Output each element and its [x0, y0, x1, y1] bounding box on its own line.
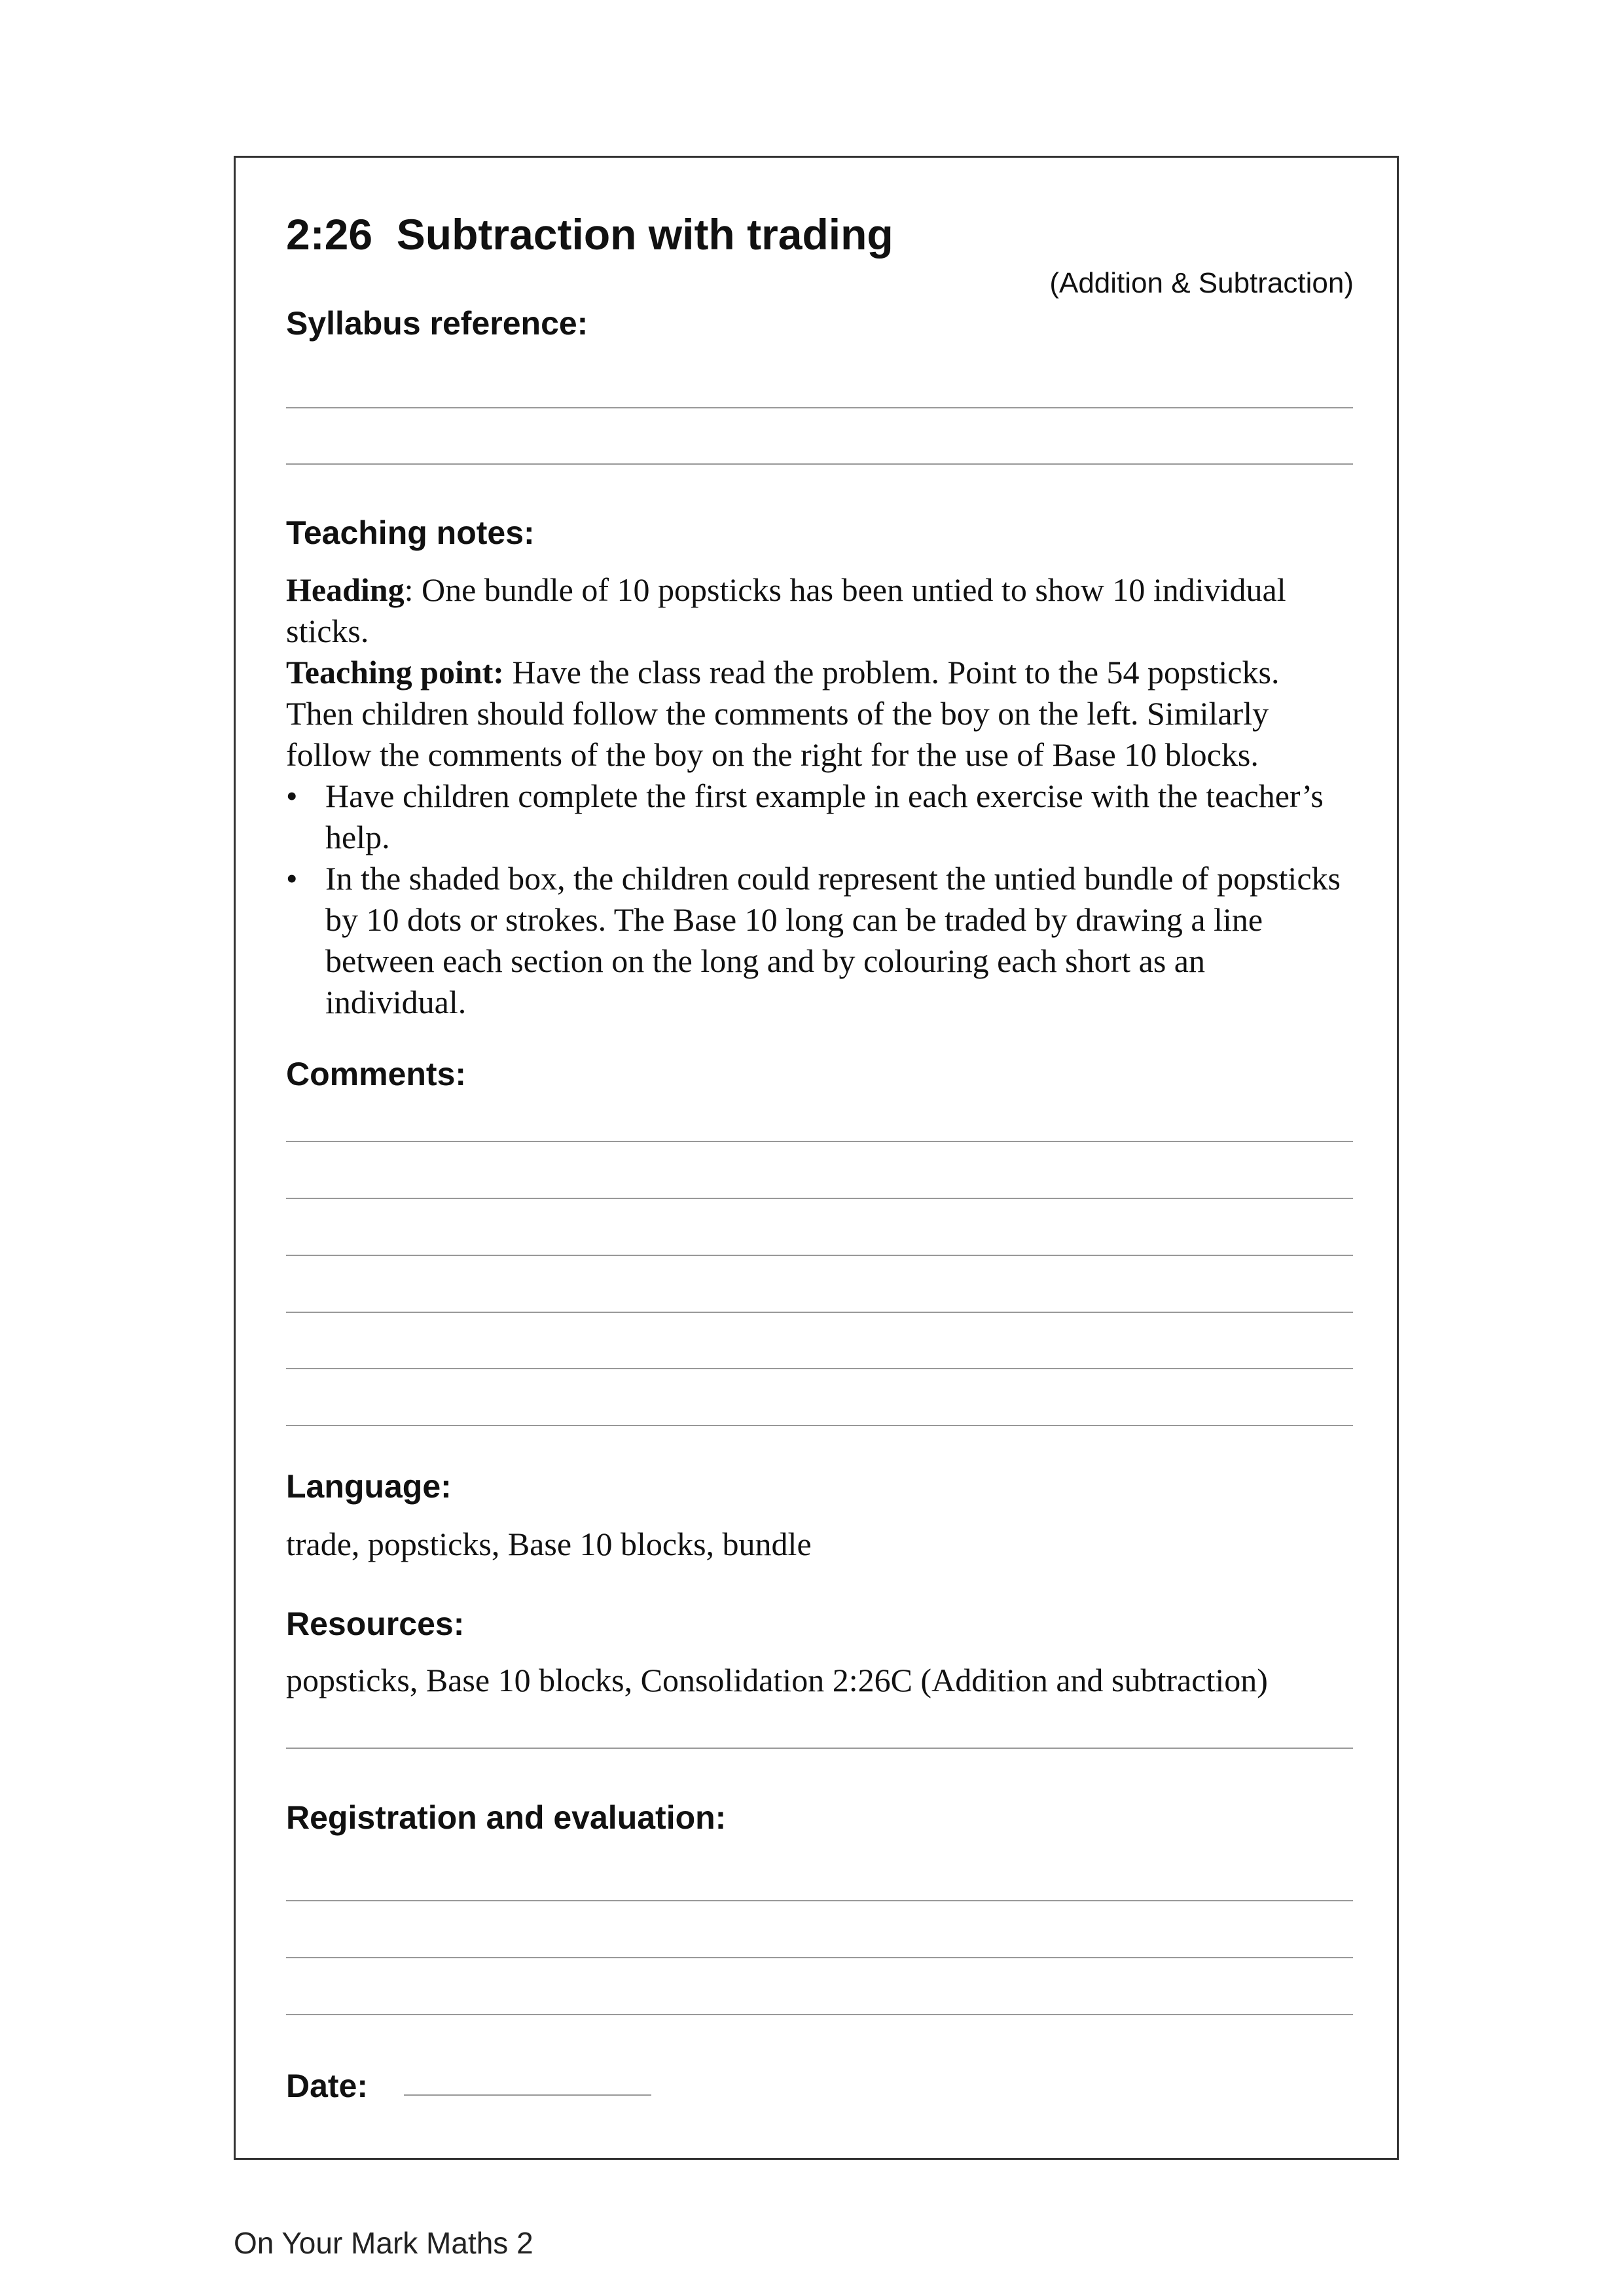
registration-line-2 — [286, 1957, 1353, 1958]
heading-note — [286, 569, 1353, 652]
comments-line-1 — [286, 1141, 1353, 1142]
comments-line-2 — [286, 1198, 1353, 1199]
teaching-notes-heading: Teaching notes: — [286, 514, 535, 551]
resources-text: popsticks, Base 10 blocks, Consolidation 2:26C (Addition and subtraction) — [286, 1662, 1268, 1698]
registration-line-3 — [286, 2014, 1353, 2015]
comments-line-5 — [286, 1368, 1353, 1369]
heading-note-text: : One bundle of 10 popsticks has been untied to show 10 individual sticks. — [286, 571, 1286, 649]
worksheet-frame — [234, 156, 1399, 2160]
comments-line-3 — [286, 1255, 1353, 1256]
language-heading: Language: — [286, 1468, 452, 1505]
teaching-point-text: Have the class read the problem. Point to the 54 popsticks. Then children should follow the comments of the boy on the left. Similarly follow the comments of the boy on the right for the use of Base 10 blocks. — [286, 654, 1280, 773]
syllabus-line-2 — [286, 463, 1353, 465]
bullet-item: • Have children complete the first example in each exercise with the teacher’s help. — [286, 776, 1353, 858]
heading-note-label: Heading — [286, 571, 405, 608]
footer-text: On Your Mark Maths 2 — [234, 2226, 533, 2260]
syllabus-line-1 — [286, 407, 1353, 408]
page-title: 2:26 Subtraction with trading — [286, 210, 893, 259]
resources-line — [286, 1748, 1353, 1749]
teaching-point-label: Teaching point: — [286, 654, 504, 691]
syllabus-heading: Syllabus reference: — [286, 305, 588, 342]
registration-heading: Registration and evaluation: — [286, 1799, 727, 1836]
comments-heading: Comments: — [286, 1056, 467, 1092]
category-label: (Addition & Subtraction) — [1049, 267, 1354, 299]
bullet-item: • In the shaded box, the children could represent the untied bundle of popsticks by 10 dots or strokes. The Base 10 long can be traded by drawing a line between each section on the long and by colouring each short as an individual. — [286, 858, 1353, 1023]
date-label: Date: — [286, 2068, 369, 2104]
date-line — [404, 2094, 651, 2096]
teaching-notes-body — [286, 569, 1353, 1023]
teaching-point-note — [286, 652, 1353, 776]
teaching-bullets — [286, 776, 1353, 1023]
resources-heading: Resources: — [286, 1605, 465, 1642]
registration-line-1 — [286, 1900, 1353, 1901]
comments-line-4 — [286, 1312, 1353, 1313]
language-text: trade, popsticks, Base 10 blocks, bundle — [286, 1526, 812, 1562]
comments-line-6 — [286, 1425, 1353, 1426]
